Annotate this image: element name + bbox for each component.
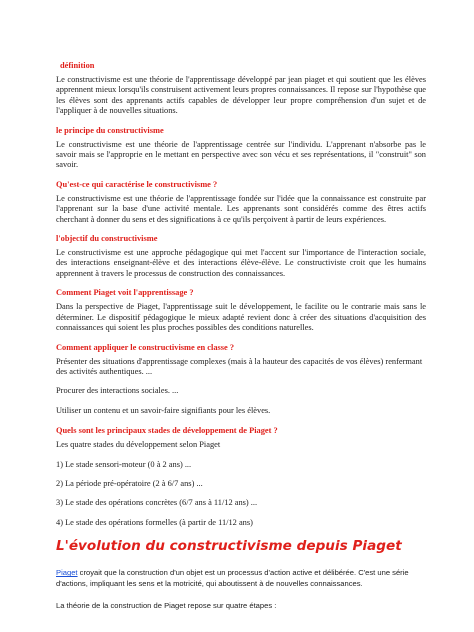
heading-objectif: l'objectif du constructivisme (56, 234, 158, 244)
paragraph-closing: La théorie de la construction de Piaget repose sur quatre étapes : (56, 601, 277, 611)
piaget-link[interactable]: Piaget (56, 568, 78, 578)
heading-definition: définition (60, 61, 95, 70)
list-item: Utiliser un contenu et un savoir-faire signifiants pour les élèves. (56, 405, 271, 415)
heading-stades: Quels sont les principaux stades de développement de Piaget ? (56, 426, 278, 436)
evolution-title: L'évolution du constructivisme depuis Piaget (56, 538, 402, 555)
paragraph-objectif: Le constructivisme est une approche pédagogique qui met l'accent sur l'importance de l'interaction sociale, des interactions enseignant-élève et des interactions élève-élève. Le constructiviste croit que les humains apprennent à travers le processus de construction des connaissances. (56, 248, 426, 278)
list-item: 4) Le stade des opérations formelles (à partir de 11/12 ans) (56, 517, 253, 527)
paragraph-caracterise: Le constructivisme est une théorie de l'apprentissage fondée sur l'idée que la connaissance est construite par l'apprenant sur la base d'une activité mentale. Les apprenants sont considérés comme des êtres actifs cherchant à donner du sens et des significations à ce qu'ils perçoivent à partir de leurs expériences. (56, 193, 426, 224)
paragraph-principe: Le constructivisme est une théorie de l'apprentissage centrée sur l'individu. L'apprenant n'absorbe pas le savoir mais se l'approprie en le mettant en perspective avec son vécu et ses représentations, il "construit" son savoir. (56, 139, 426, 170)
heading-appliquer: Comment appliquer le constructivisme en classe ? (56, 342, 235, 352)
document-page (56, 60, 426, 624)
heading-piaget-voit: Comment Piaget voit l'apprentissage ? (56, 288, 194, 298)
paragraph-definition: Le constructivisme est une théorie de l'apprentissage développé par jean piaget et qui soutient que les élèves apprennent mieux lorsqu'ils construisent activement leurs propres connaissances. Il repose sur l'hypothèse que les élèves sont des apprenants actifs capables de développer leur propre compréhension d'un sujet et de l'appliquer à de nouvelles situations. (56, 75, 426, 116)
list-item: 2) La période pré-opératoire (2 à 6/7 ans) ... (56, 478, 203, 488)
list-item: 1) Le stade sensori-moteur (0 à 2 ans) ... (56, 459, 192, 469)
paragraph-evolution (56, 568, 426, 589)
list-item: Présenter des situations d'apprentissage complexes (mais à la hauteur des capacités de vos élèves) renfermant des activités authentiques. ... (56, 356, 423, 376)
paragraph-piaget-voit: Dans la perspective de Piaget, l'apprentissage suit le développement, le facilite ou le contrarie mais sans le déterminer. Le dispositif pédagogique le mieux adapté revient donc à créer des situations d'acquisition des connaissances qui soient les plus proches possibles des conditions naturelles. (56, 302, 426, 333)
list-item: Procurer des interactions sociales. ... (56, 386, 179, 396)
stades-intro: Les quatre stades du développement selon Piaget (56, 440, 221, 450)
list-item: 3) Le stade des opérations concrètes (6/7 ans à 11/12 ans) ... (56, 498, 258, 508)
heading-principe: le principe du constructivisme (56, 125, 164, 135)
heading-caracterise: Qu'est-ce qui caractérise le constructivisme ? (56, 179, 218, 189)
evolution-text: croyait que la construction d'un objet est un processus d'action active et délibérée. C'est une série d'actions, impliquant les sens et la motricité, qui aboutissent à de nouvelles connaissances. (56, 568, 409, 588)
